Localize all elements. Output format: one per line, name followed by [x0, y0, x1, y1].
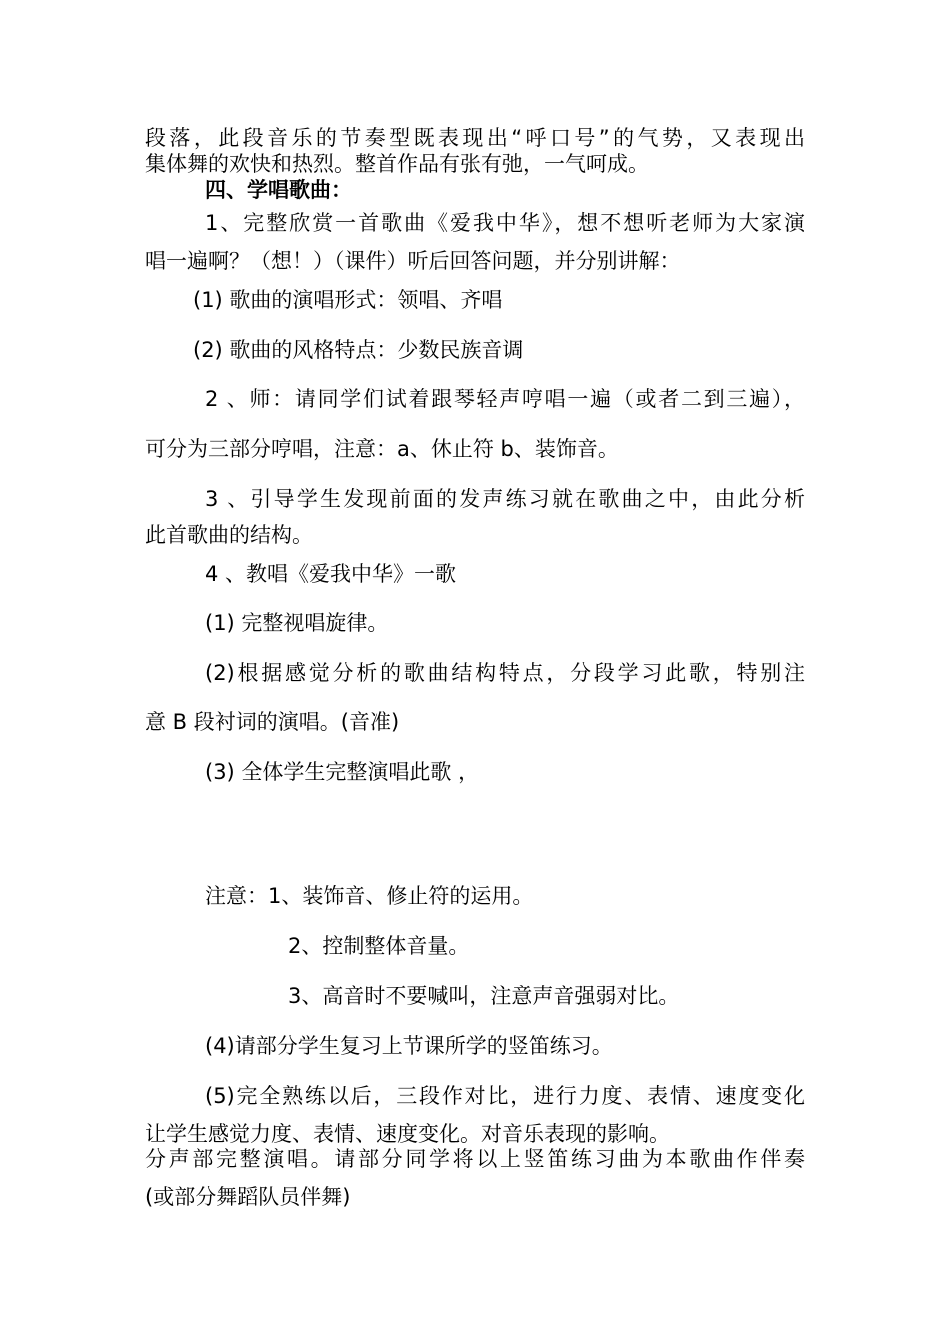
paragraph-line-5: 2 、师：请同学们试着跟琴轻声哼唱一遍（或者二到三遍）， — [205, 387, 805, 411]
note-line-3: 3、高音时不要喊叫，注意声音强弱对比。 — [288, 984, 680, 1008]
list-item-5: (3) 全体学生完整演唱此歌 ， — [205, 760, 480, 784]
paragraph-line-11: (或部分舞蹈队员伴舞) — [145, 1185, 351, 1209]
paragraph-line-8: 此首歌曲的结构。 — [145, 523, 313, 547]
paragraph-line-2: 集体舞的欢快和热烈。整首作品有张有弛，一气呵成。 — [145, 152, 649, 176]
paragraph-line-4: 唱一遍啊？（想！）（课件）听后回答问题，并分别讲解： — [145, 249, 681, 273]
paragraph-line-3: 1、完整欣赏一首歌曲《爱我中华》，想不想听老师为大家演 — [205, 211, 805, 235]
paragraph-line-7: 3 、引导学生发现前面的发声练习就在歌曲之中，由此分析 — [205, 487, 805, 511]
list-item-1: (1) 歌曲的演唱形式：领唱、齐唱 — [193, 288, 503, 312]
paragraph-line-1: 段落，此段音乐的节奏型既表现出“呼口号”的气势，又表现出 — [145, 126, 805, 150]
paragraph-line-10: 分声部完整演唱。请部分同学将以上竖笛练习曲为本歌曲作伴奏 — [145, 1147, 805, 1171]
note-line-2: 2、控制整体音量。 — [288, 934, 470, 958]
paragraph-line-6: 可分为三部分哼唱，注意：a、休止符 b、装饰音。 — [145, 437, 619, 461]
list-item-2: (2) 歌曲的风格特点：少数民族音调 — [193, 338, 524, 362]
list-item-4: (2)根据感觉分析的歌曲结构特点，分段学习此歌，特别注 — [205, 661, 805, 685]
list-item-4-cont: 意 B 段衬词的演唱。(音准) — [145, 710, 400, 734]
section-heading: 四、学唱歌曲： — [205, 178, 352, 202]
list-item-3: (1) 完整视唱旋律。 — [205, 611, 389, 635]
list-item-6: (4)请部分学生复习上节课所学的竖笛练习。 — [205, 1034, 613, 1058]
list-item-7: (5)完全熟练以后，三段作对比，进行力度、表情、速度变化 — [205, 1084, 805, 1108]
note-line-1: 注意：1、装饰音、修止符的运用。 — [205, 884, 534, 908]
list-item-7-cont: 让学生感觉力度、表情、速度变化。对音乐表现的影响。 — [145, 1122, 670, 1146]
paragraph-line-9: 4 、教唱《爱我中华》一歌 — [205, 562, 457, 586]
